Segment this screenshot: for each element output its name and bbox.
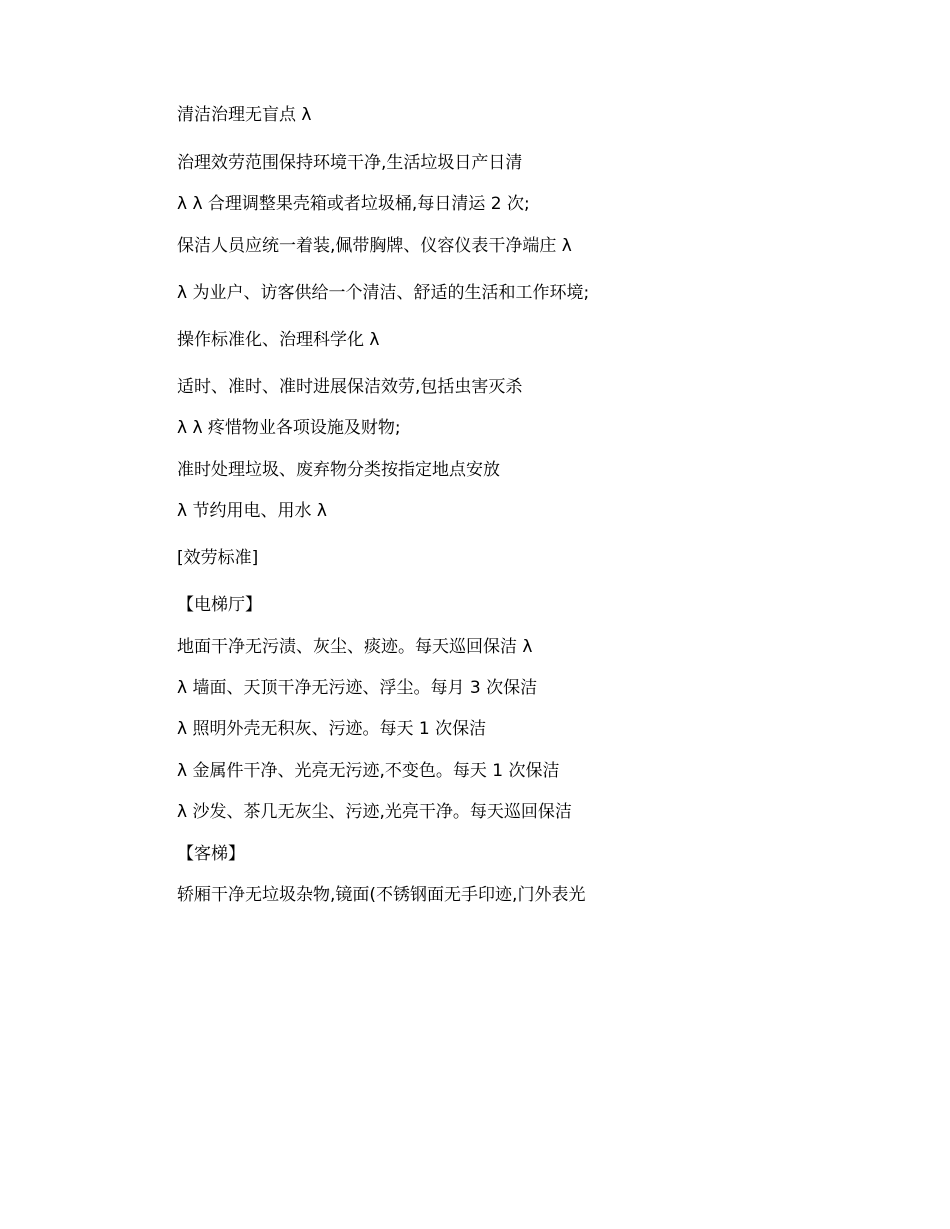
text-line: 治理效劳范围保持环境干净,生活垃圾日产日清 (177, 153, 523, 173)
section-heading: 【客梯】 (177, 844, 245, 864)
text-line: λ 为业户、访客供给一个清洁、舒适的生活和工作环境; (177, 283, 590, 303)
text-line: 清洁治理无盲点 λ (177, 105, 312, 125)
text-line: λ 金属件干净、光亮无污迹,不变色。每天 1 次保洁 (177, 761, 560, 781)
text-line: 操作标准化、治理科学化 λ (177, 330, 380, 350)
text-line: λ 墙面、天顶干净无污迹、浮尘。每月 3 次保洁 (177, 678, 538, 698)
text-line: 保洁人员应统一着装,佩带胸牌、仪容仪表干净端庄 λ (177, 236, 572, 256)
section-heading: 【电梯厅】 (177, 595, 262, 615)
text-line: 适时、准时、准时进展保洁效劳,包括虫害灭杀 (177, 377, 523, 397)
text-line: λ 照明外壳无积灰、污迹。每天 1 次保洁 (177, 719, 487, 739)
text-line: λ λ 合理调整果壳箱或者垃圾桶,每日清运 2 次; (177, 194, 530, 214)
text-line: λ 节约用电、用水 λ (177, 501, 327, 521)
text-line: 准时处理垃圾、废弃物分类按指定地点安放 (177, 460, 500, 480)
text-line: 轿厢干净无垃圾杂物,镜面(不锈钢面无手印迹,门外表光 (177, 885, 586, 905)
text-line: λ 沙发、茶几无灰尘、污迹,光亮干净。每天巡回保洁 (177, 802, 572, 822)
text-line: λ λ 疼惜物业各项设施及财物; (177, 418, 401, 438)
section-heading: [效劳标准] (177, 548, 259, 568)
text-line: 地面干净无污渍、灰尘、痰迹。每天巡回保洁 λ (177, 637, 533, 657)
